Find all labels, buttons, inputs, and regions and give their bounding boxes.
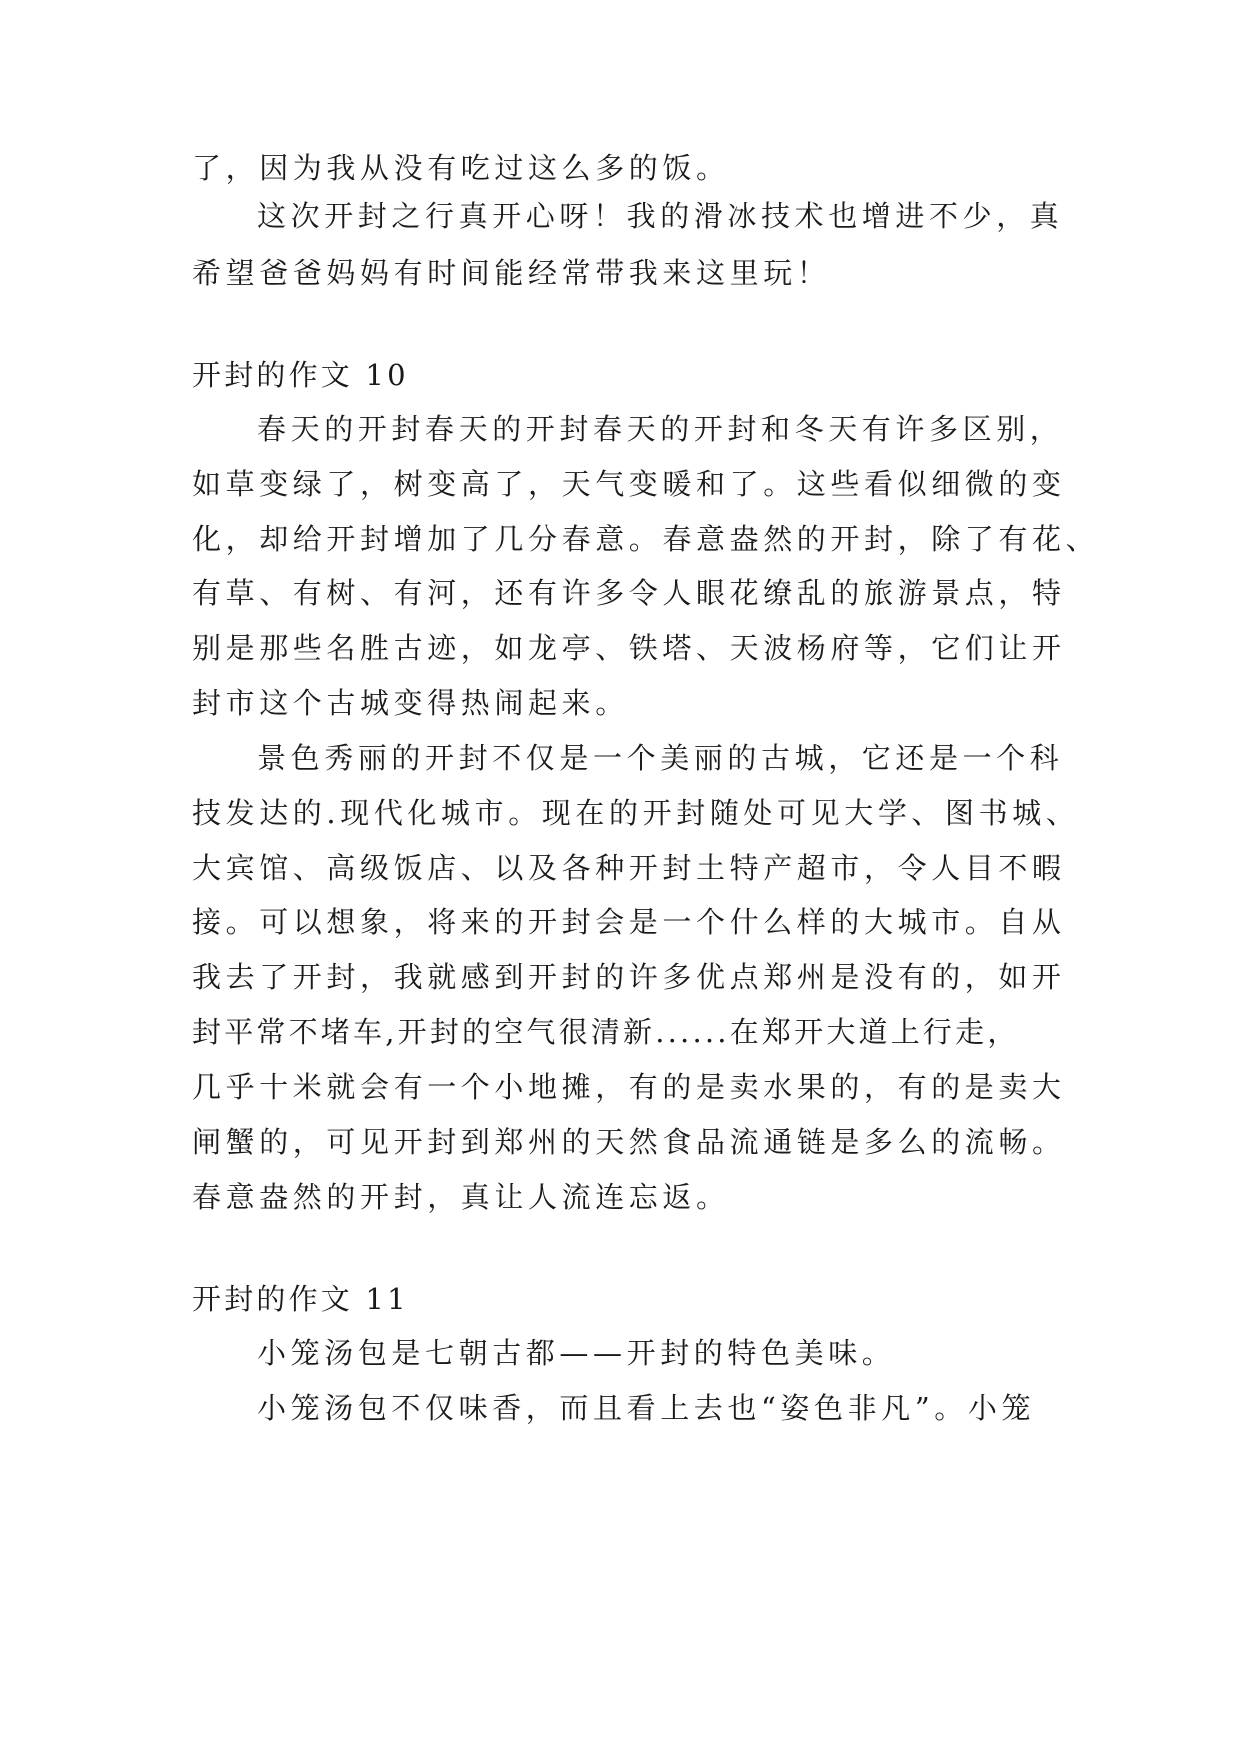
paragraph-line: 别是那些名胜古迹，如龙亭、铁塔、天波杨府等，它们让开: [192, 631, 1066, 665]
paragraph-line: 封平常不堵车,开封的空气很清新......在郑开大道上行走，: [192, 1015, 1020, 1049]
paragraph-line: 接。可以想象，将来的开封会是一个什么样的大城市。自从: [192, 905, 1066, 939]
paragraph-line: 技发达的.现代化城市。现在的开封随处可见大学、图书城、: [192, 796, 1080, 830]
paragraph-line: 几乎十米就会有一个小地摊，有的是卖水果的，有的是卖大: [192, 1070, 1066, 1104]
paragraph-line: 有草、有树、有河，还有许多令人眼花缭乱的旅游景点，特: [192, 576, 1066, 610]
paragraph-line: 大宾馆、高级饭店、以及各种开封土特产超市，令人目不暇: [192, 851, 1066, 885]
paragraph-line: 化，却给开封增加了几分春意。春意盎然的开封，除了有花、: [192, 522, 1100, 556]
section-heading: 开封的作文 10: [192, 358, 409, 392]
paragraph-line: 小笼汤包是七朝古都——开封的特色美味。: [257, 1336, 896, 1370]
paragraph-line: 景色秀丽的开封不仅是一个美丽的古城，它还是一个科: [257, 741, 1064, 775]
paragraph-line: 春意盎然的开封，真让人流连忘返。: [192, 1180, 730, 1214]
paragraph-line: 闸蟹的，可见开封到郑州的天然食品流通链是多么的流畅。: [192, 1125, 1066, 1159]
paragraph-line: 了，因为我从没有吃过这么多的饭。: [192, 151, 730, 185]
paragraph-line: 封市这个古城变得热闹起来。: [192, 686, 629, 720]
paragraph-line: 我去了开封，我就感到开封的许多优点郑州是没有的，如开: [192, 960, 1066, 994]
paragraph-line: 如草变绿了，树变高了，天气变暖和了。这些看似细微的变: [192, 467, 1066, 501]
paragraph-line: 春天的开封春天的开封春天的开封和冬天有许多区别，: [257, 412, 1064, 446]
paragraph-line: 这次开封之行真开心呀！我的滑冰技术也增进不少，真: [257, 199, 1064, 233]
paragraph-line: 希望爸爸妈妈有时间能经常带我来这里玩！: [192, 256, 831, 290]
section-heading: 开封的作文 11: [192, 1282, 409, 1316]
paragraph-line: 小笼汤包不仅味香，而且看上去也“姿色非凡”。小笼: [257, 1391, 1036, 1425]
